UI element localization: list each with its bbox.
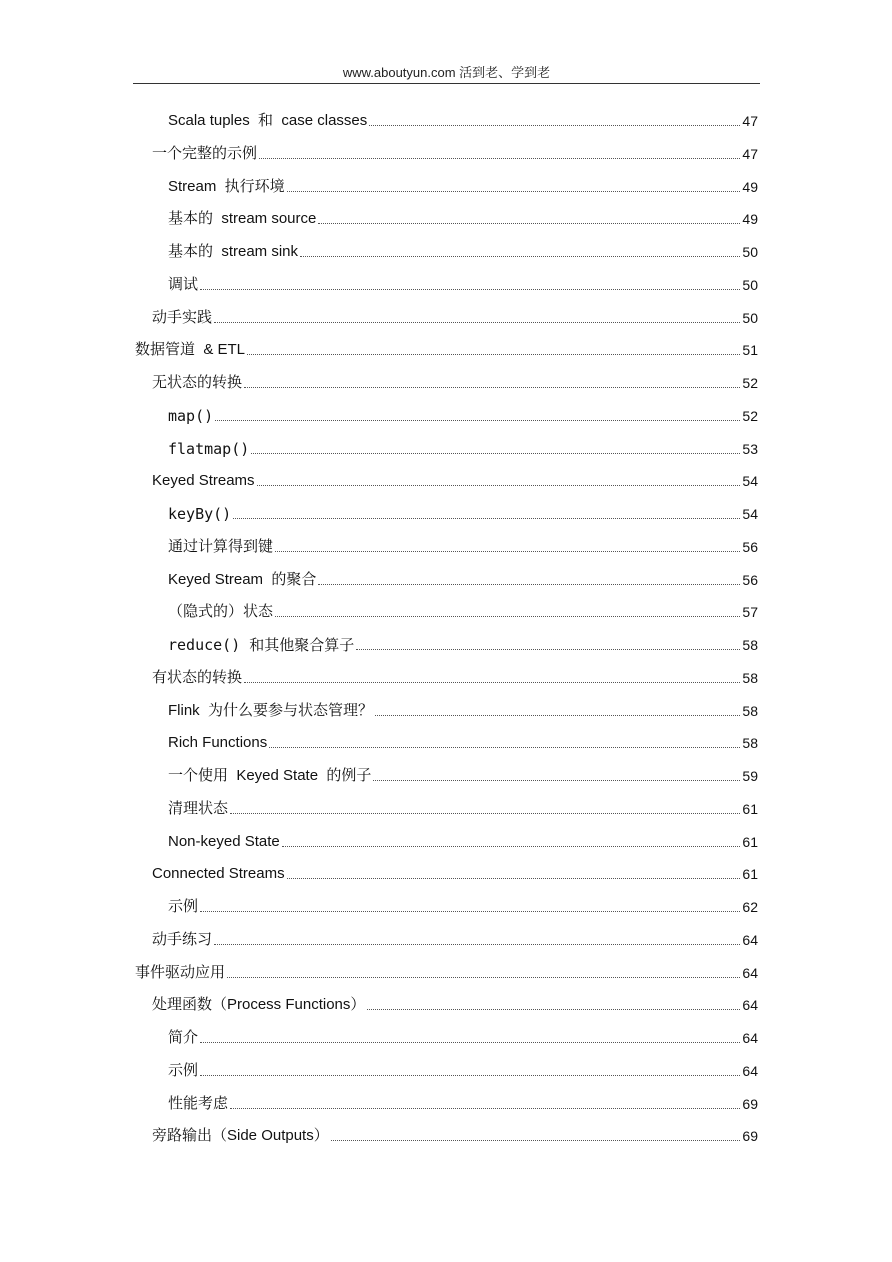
toc-entry[interactable]	[168, 895, 758, 917]
toc-entry-title: Keyed Streams	[152, 472, 255, 490]
toc-entry-page: 50	[742, 276, 758, 293]
toc-dot-leader	[251, 453, 740, 454]
toc-dot-leader	[244, 387, 740, 388]
toc-dot-leader	[214, 944, 740, 945]
toc-dot-leader	[269, 747, 740, 748]
toc-entry-page: 61	[742, 800, 758, 817]
toc-entry[interactable]	[152, 371, 758, 393]
toc-entry-title: 处理函数（Process Functions）	[152, 996, 366, 1014]
toc-entry-page: 69	[742, 1095, 758, 1112]
toc-entry[interactable]	[168, 600, 758, 622]
toc-dot-leader	[367, 1009, 740, 1010]
toc-entry[interactable]	[168, 633, 758, 655]
toc-entry-page: 64	[742, 931, 758, 948]
toc-dot-leader	[331, 1140, 741, 1141]
toc-entry-page: 59	[742, 768, 758, 784]
toc-entry-title: flatmap()	[168, 439, 250, 458]
toc-entry[interactable]	[152, 993, 758, 1015]
toc-entry-title: reduce() 和其他聚合算子	[168, 636, 355, 654]
toc-entry[interactable]	[168, 797, 758, 819]
toc-entry[interactable]	[168, 1092, 758, 1114]
toc-dot-leader	[287, 878, 741, 879]
toc-entry[interactable]	[152, 666, 758, 688]
toc-entry-title: map()	[168, 406, 214, 425]
toc-entry-page: 47	[742, 113, 758, 129]
toc-entry-page: 64	[742, 997, 758, 1014]
toc-dot-leader	[233, 518, 740, 519]
toc-entry-page: 57	[742, 604, 758, 621]
toc-entry-title: Rich Functions	[168, 734, 268, 752]
toc-entry-title: 事件驱动应用	[135, 963, 226, 981]
toc-dot-leader	[230, 813, 740, 814]
toc-entry-title: 有状态的转换	[152, 668, 243, 686]
toc-dot-leader	[275, 616, 740, 617]
toc-entry[interactable]	[168, 731, 758, 753]
toc-entry-title: 性能考虑	[168, 1094, 229, 1112]
toc-entry[interactable]	[168, 273, 758, 295]
toc-entry-page: 53	[742, 440, 758, 457]
toc-entry-title: 数据管道 & ETL	[135, 341, 246, 359]
toc-entry[interactable]	[168, 109, 758, 131]
toc-dot-leader	[373, 780, 740, 781]
toc-entry-page: 54	[742, 506, 758, 522]
toc-entry-page: 49	[742, 211, 758, 228]
toc-entry-page: 64	[742, 1030, 758, 1046]
toc-dot-leader	[257, 485, 741, 486]
toc-entry-title: 一个使用 Keyed State 的例子	[168, 767, 372, 784]
toc-entry-title: Scala tuples 和 case classes	[168, 112, 368, 129]
toc-entry-page: 58	[742, 702, 758, 719]
toc-dot-leader	[230, 1108, 740, 1109]
toc-entry-page: 61	[742, 866, 758, 883]
toc-entry-title: Keyed Stream 的聚合	[168, 570, 317, 588]
toc-entry-page: 56	[742, 571, 758, 588]
toc-entry-title: （隐式的）状态	[168, 603, 274, 621]
toc-dot-leader	[282, 846, 741, 847]
toc-dot-leader	[247, 354, 740, 355]
toc-dot-leader	[214, 322, 740, 323]
toc-entry[interactable]	[168, 535, 758, 557]
toc-entry-title: 无状态的转换	[152, 374, 243, 391]
toc-entry-title: 调试	[168, 275, 199, 293]
toc-entry-page: 61	[742, 833, 758, 850]
toc-dot-leader	[200, 911, 740, 912]
toc-entry[interactable]	[152, 1124, 758, 1146]
toc-entry-page: 56	[742, 538, 758, 555]
toc-entry-title: 动手实践	[152, 308, 213, 326]
toc-dot-leader	[200, 1042, 740, 1043]
toc-entry[interactable]	[168, 699, 758, 721]
page-header: www.aboutyun.com 活到老、学到老	[342, 65, 551, 80]
toc-dot-leader	[200, 289, 740, 290]
toc-entry[interactable]	[152, 306, 758, 328]
toc-entry-page: 49	[742, 178, 758, 195]
toc-entry[interactable]	[168, 1026, 758, 1048]
toc-dot-leader	[300, 256, 740, 257]
toc-entry[interactable]	[168, 1059, 758, 1081]
toc-dot-leader	[275, 551, 740, 552]
toc-entry-page: 52	[742, 375, 758, 391]
toc-entry-page: 52	[742, 407, 758, 424]
toc-entry-title: Flink 为什么要参与状态管理？	[168, 701, 374, 719]
toc-entry[interactable]	[135, 961, 758, 983]
toc-entry-page: 47	[742, 145, 758, 162]
toc-entry[interactable]	[135, 338, 758, 360]
toc-entry[interactable]	[152, 928, 758, 950]
toc-entry-page: 50	[742, 309, 758, 326]
toc-dot-leader	[318, 223, 740, 224]
toc-entry-page: 64	[742, 1062, 758, 1079]
toc-dot-leader	[287, 191, 741, 192]
toc-entry-page: 64	[742, 964, 758, 981]
toc-dot-leader	[318, 584, 740, 585]
toc-entry-title: 旁路输出（Side Outputs）	[152, 1127, 329, 1145]
toc-dot-leader	[375, 715, 740, 716]
toc-entry-page: 51	[742, 342, 758, 359]
toc-entry[interactable]	[168, 502, 758, 524]
toc-dot-leader	[215, 420, 740, 421]
toc-entry[interactable]	[168, 207, 758, 229]
toc-entry[interactable]	[152, 862, 758, 884]
toc-entry-page: 58	[742, 637, 758, 653]
toc-entry-page: 69	[742, 1128, 758, 1145]
toc-dot-leader	[259, 158, 740, 159]
toc-entry[interactable]	[152, 142, 758, 164]
toc-entry[interactable]	[168, 568, 758, 590]
toc-entry-title: 示例	[168, 1061, 199, 1079]
toc-entry-page: 54	[742, 473, 758, 490]
toc-entry-title: 基本的 stream sink	[168, 243, 299, 260]
toc-entry[interactable]	[168, 764, 758, 786]
toc-entry-title: 清理状态	[168, 799, 229, 817]
toc-entry-title: 一个完整的示例	[152, 144, 258, 162]
toc-entry[interactable]	[168, 437, 758, 459]
toc-entry-page: 58	[742, 735, 758, 752]
toc-dot-leader	[356, 649, 740, 650]
toc-entry[interactable]	[168, 830, 758, 852]
toc-entry-title: Connected Streams	[152, 865, 285, 883]
toc-dot-leader	[244, 682, 740, 683]
toc-dot-leader	[227, 977, 740, 978]
toc-entry-page: 58	[742, 669, 758, 686]
toc-entry[interactable]	[168, 240, 758, 262]
toc-entry-title: 简介	[168, 1029, 199, 1046]
toc-entry[interactable]	[168, 175, 758, 197]
toc-entry-page: 62	[742, 899, 758, 915]
toc-entry[interactable]	[152, 469, 758, 491]
toc-entry-title: Non-keyed State	[168, 832, 280, 850]
toc-entry-title: 通过计算得到键	[168, 537, 274, 555]
toc-dot-leader	[200, 1075, 740, 1076]
toc-entry-title: 基本的 stream source	[168, 210, 317, 228]
toc-entry[interactable]	[168, 404, 758, 426]
toc-entry-title: Stream 执行环境	[168, 177, 285, 195]
toc-entry-page: 50	[742, 244, 758, 260]
toc-entry-title: 动手练习	[152, 930, 213, 948]
toc-entry-title: keyBy()	[168, 505, 232, 523]
toc-dot-leader	[369, 125, 740, 126]
toc-entry-title: 示例	[168, 898, 199, 915]
